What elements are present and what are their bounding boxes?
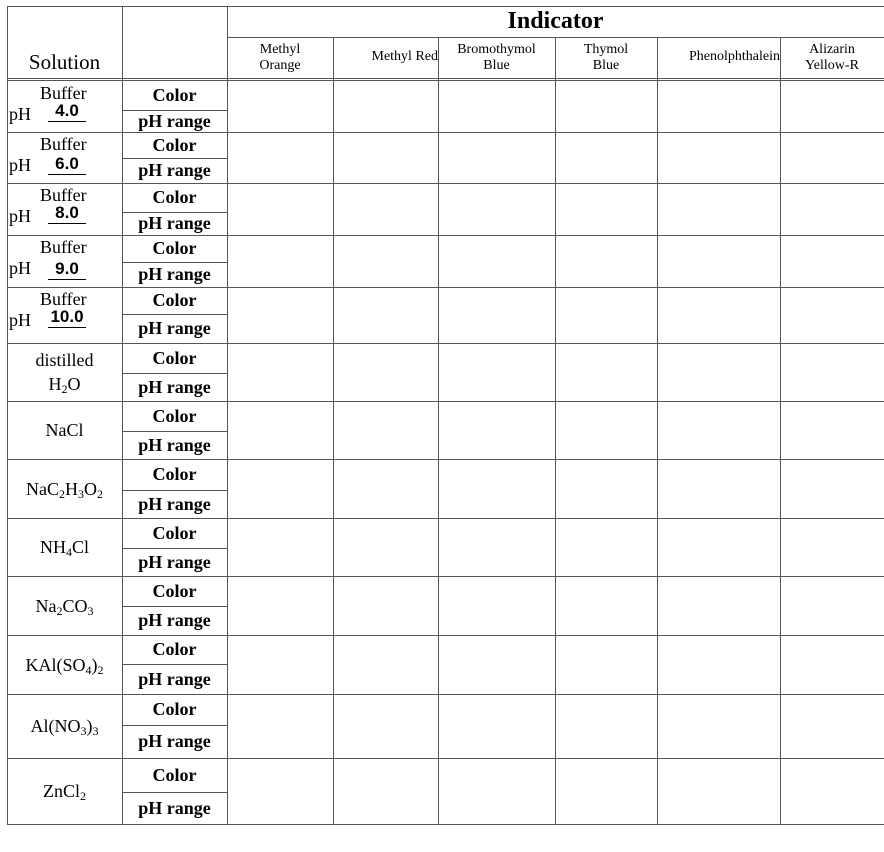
color-label: Color	[152, 347, 197, 368]
answer-cell	[333, 81, 438, 132]
answer-cell	[780, 401, 884, 459]
formula-subscript: 2	[59, 486, 65, 501]
ph-range-label: pH range	[138, 160, 211, 180]
answer-cell	[780, 576, 884, 635]
solution-formula	[31, 714, 99, 738]
formula-text: NH	[39, 537, 66, 557]
answer-cell	[333, 694, 438, 758]
answer-cell	[555, 183, 657, 235]
answer-cell	[438, 132, 555, 183]
color-label: Color	[152, 699, 197, 719]
indicator-column-header	[657, 38, 780, 78]
formula-text: O	[67, 374, 81, 394]
formula-subscript: 3	[92, 724, 99, 738]
answer-cell	[227, 518, 333, 576]
ph-value: 6.0	[48, 154, 86, 175]
solution-name	[7, 518, 122, 576]
formula-text: Al(NO	[30, 716, 81, 736]
color-label: Color	[152, 405, 197, 426]
indicator-name-line: Orange	[259, 58, 301, 73]
ph-range-label: pH range	[138, 493, 211, 514]
answer-cell	[657, 694, 780, 758]
answer-cell	[780, 694, 884, 758]
answer-cell	[657, 635, 780, 694]
answer-cell	[657, 758, 780, 824]
solution-name	[7, 758, 122, 824]
formula-text: H	[48, 374, 62, 394]
answer-cell	[438, 459, 555, 518]
solution-name	[7, 401, 122, 459]
buffer-word: Buffer	[40, 289, 87, 309]
indicator-name-line: Alizarin	[809, 42, 855, 57]
formula-subscript: 2	[97, 486, 103, 501]
indicator-title: Indicator	[507, 8, 604, 34]
ph-range-label: pH range	[138, 264, 211, 284]
ph-value: 9.0	[48, 259, 86, 280]
answer-cell	[333, 343, 438, 401]
answer-cell	[555, 235, 657, 287]
solution-title: Solution	[28, 50, 101, 74]
buffer-word: Buffer	[40, 134, 87, 154]
formula-subscript: 4	[85, 662, 92, 677]
answer-cell	[438, 576, 555, 635]
ph-range-label: pH range	[138, 213, 211, 233]
solution-formula	[43, 779, 86, 803]
answer-cell	[438, 287, 555, 343]
ph-value: 4.0	[48, 101, 86, 122]
answer-cell	[780, 183, 884, 235]
answer-cell	[657, 576, 780, 635]
buffer-solution-label	[7, 81, 122, 132]
color-label: Color	[152, 764, 197, 785]
buffer-word: Buffer	[40, 185, 87, 205]
answer-cell	[333, 518, 438, 576]
formula-text: NaC	[26, 478, 59, 499]
formula-text: Cl	[71, 537, 89, 557]
ph-value: 10.0	[48, 307, 86, 328]
color-label: Color	[152, 464, 197, 484]
answer-cell	[657, 132, 780, 183]
formula-text: NaCl	[45, 420, 84, 440]
formula-text: )	[91, 654, 98, 675]
solution-name	[7, 694, 122, 758]
answer-cell	[657, 401, 780, 459]
ph-range-label: pH range	[138, 318, 211, 338]
answer-cell	[780, 235, 884, 287]
answer-cell	[438, 758, 555, 824]
ph-range-label: pH range	[138, 551, 211, 572]
answer-cell	[438, 635, 555, 694]
answer-cell	[657, 343, 780, 401]
answer-cell	[227, 635, 333, 694]
indicator-column-header	[555, 38, 657, 78]
formula-subscript: 3	[78, 486, 84, 501]
answer-cell	[333, 183, 438, 235]
color-label: Color	[152, 238, 197, 258]
formula-text: H	[65, 478, 78, 499]
answer-cell	[227, 132, 333, 183]
answer-cell	[227, 401, 333, 459]
indicator-name-line: Blue	[592, 58, 620, 73]
answer-cell	[227, 576, 333, 635]
answer-cell	[555, 576, 657, 635]
color-label: Color	[152, 639, 197, 659]
ph-label: pH	[9, 258, 31, 278]
answer-cell	[555, 343, 657, 401]
answer-cell	[555, 287, 657, 343]
ph-range-label: pH range	[138, 376, 211, 397]
answer-cell	[657, 287, 780, 343]
indicator-name-line: Methyl Red	[371, 48, 438, 64]
answer-cell	[657, 183, 780, 235]
answer-cell	[333, 401, 438, 459]
answer-cell	[333, 635, 438, 694]
answer-cell	[555, 635, 657, 694]
formula-text: )	[86, 716, 93, 736]
ph-value: 8.0	[48, 203, 86, 224]
answer-cell	[438, 343, 555, 401]
solution-formula	[35, 594, 93, 618]
answer-cell	[227, 183, 333, 235]
buffer-word: Buffer	[40, 83, 87, 103]
answer-cell	[438, 518, 555, 576]
answer-cell	[780, 343, 884, 401]
answer-cell	[555, 81, 657, 132]
solution-name	[7, 343, 122, 401]
answer-cell	[657, 459, 780, 518]
buffer-solution-label	[7, 183, 122, 235]
ph-label: pH	[9, 104, 31, 124]
answer-cell	[333, 287, 438, 343]
indicator-name-line: Methyl	[259, 42, 301, 57]
formula-subscript: 2	[56, 603, 63, 618]
answer-cell	[780, 758, 884, 824]
indicator-column-header	[438, 38, 555, 78]
ph-label: pH	[9, 310, 31, 330]
answer-cell	[780, 132, 884, 183]
answer-cell	[227, 343, 333, 401]
indicator-name-line: Phenolphthalein	[689, 48, 780, 64]
formula-text: CO	[62, 595, 88, 616]
answer-cell	[438, 81, 555, 132]
buffer-word: Buffer	[40, 237, 87, 257]
indicator-name-line: Yellow-R	[805, 58, 859, 73]
formula-text: Na	[35, 595, 57, 616]
answer-cell	[227, 287, 333, 343]
formula-subscript: 3	[80, 724, 87, 738]
answer-cell	[555, 459, 657, 518]
answer-cell	[780, 81, 884, 132]
formula-text: ZnCl	[42, 781, 80, 801]
solution-formula	[36, 348, 94, 396]
formula-text: O	[84, 478, 97, 499]
color-label: Color	[152, 134, 197, 155]
indicator-column-header	[780, 38, 884, 78]
formula-subscript: 2	[61, 382, 68, 396]
solution-name	[7, 459, 122, 518]
answer-cell	[333, 132, 438, 183]
indicator-name-line: Bromothymol	[457, 42, 536, 57]
answer-cell	[780, 287, 884, 343]
answer-cell	[333, 459, 438, 518]
indicator-name-line: Blue	[483, 58, 510, 73]
answer-cell	[780, 459, 884, 518]
answer-cell	[657, 81, 780, 132]
answer-cell	[555, 401, 657, 459]
color-label: Color	[152, 85, 197, 105]
buffer-solution-label	[7, 132, 122, 183]
solution-formula	[25, 653, 103, 677]
answer-cell	[657, 235, 780, 287]
solution-formula	[46, 418, 84, 442]
answer-cell	[555, 132, 657, 183]
ph-label: pH	[9, 155, 31, 175]
answer-cell	[555, 694, 657, 758]
indicator-column-header	[333, 38, 438, 78]
ph-range-label: pH range	[138, 434, 211, 455]
answer-cell	[438, 183, 555, 235]
answer-cell	[438, 401, 555, 459]
answer-cell	[438, 694, 555, 758]
buffer-solution-label	[7, 287, 122, 343]
row-divider	[7, 824, 884, 825]
ph-range-label: pH range	[138, 110, 211, 131]
color-label: Color	[152, 290, 197, 310]
solution-name	[7, 576, 122, 635]
indicator-table	[7, 6, 884, 824]
ph-range-label: pH range	[138, 668, 211, 689]
answer-cell	[780, 518, 884, 576]
answer-cell	[555, 758, 657, 824]
formula-text: distilled	[35, 350, 94, 370]
formula-text: KAl(SO	[25, 654, 86, 675]
ph-label: pH	[9, 206, 31, 226]
buffer-solution-label	[7, 235, 122, 287]
answer-cell	[333, 758, 438, 824]
formula-subscript: 2	[97, 662, 104, 677]
ph-range-label: pH range	[138, 797, 211, 818]
answer-cell	[657, 518, 780, 576]
formula-subscript: 3	[87, 603, 94, 618]
indicator-column-header	[227, 38, 333, 78]
answer-cell	[333, 235, 438, 287]
formula-subscript: 4	[65, 545, 72, 559]
answer-cell	[227, 81, 333, 132]
solution-formula	[26, 477, 103, 501]
answer-cell	[227, 758, 333, 824]
color-label: Color	[152, 580, 197, 601]
answer-cell	[555, 518, 657, 576]
solution-name	[7, 635, 122, 694]
answer-cell	[333, 576, 438, 635]
ph-range-label: pH range	[138, 731, 211, 751]
solution-formula	[40, 535, 89, 559]
indicator-name-line: Thymol	[583, 42, 629, 57]
answer-cell	[438, 235, 555, 287]
answer-cell	[227, 459, 333, 518]
formula-subscript: 2	[80, 789, 86, 803]
answer-cell	[780, 635, 884, 694]
ph-range-label: pH range	[138, 610, 211, 630]
color-label: Color	[152, 187, 197, 207]
answer-cell	[227, 235, 333, 287]
color-label: Color	[152, 522, 197, 543]
answer-cell	[227, 694, 333, 758]
